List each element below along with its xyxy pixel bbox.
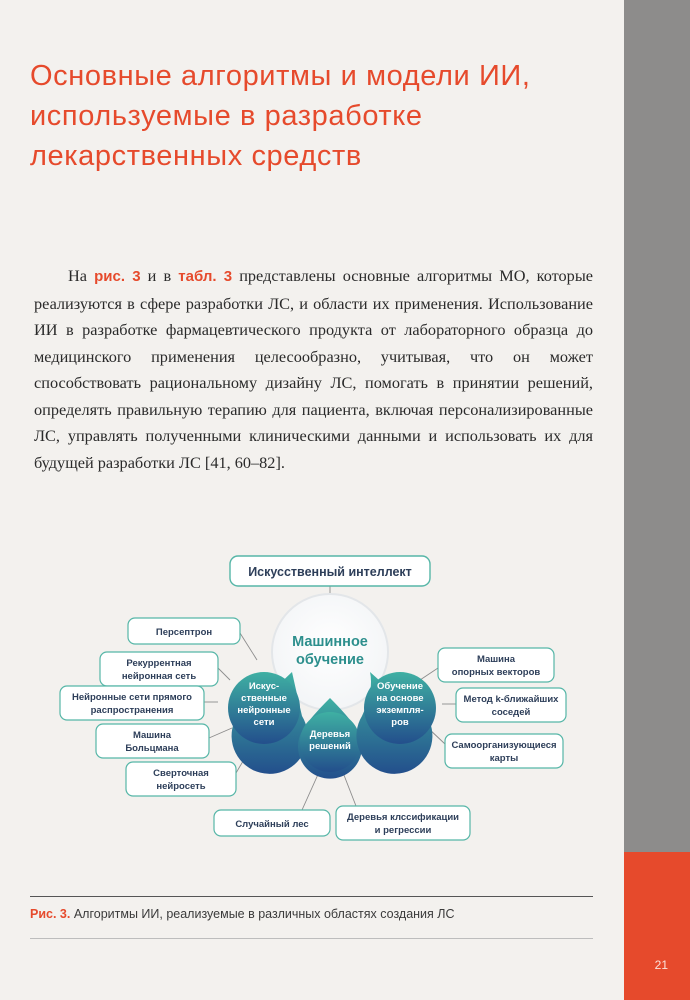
box-label: карты — [489, 753, 519, 764]
ml-circle-label: обучение — [296, 652, 364, 668]
circle-label: экземпля- — [376, 705, 424, 716]
text-run: и в — [140, 266, 179, 285]
box-label: и регрессии — [374, 825, 432, 836]
box-label: опорных векторов — [451, 667, 541, 678]
svm-box — [438, 648, 554, 682]
perceptron-box — [128, 618, 240, 644]
som-box — [445, 734, 563, 768]
circle-label: Искус- — [248, 681, 280, 692]
feedforward-box — [60, 686, 204, 720]
page-side-accent — [624, 852, 690, 1000]
decision-trees-circle — [298, 698, 362, 779]
box-label: Машина — [476, 654, 516, 665]
title-line: используемые в разработке — [30, 100, 423, 132]
body-paragraph — [34, 263, 593, 476]
box-label: нейронная сеть — [121, 671, 197, 682]
box-label: Деревья клссификации — [346, 812, 460, 823]
box-label: нейросеть — [156, 781, 206, 792]
box-label: Самоорганизующиеся — [451, 740, 557, 751]
random-forest-box — [214, 810, 330, 836]
page-side-band — [624, 0, 690, 852]
caption-rule-top — [30, 896, 593, 897]
caption-rule-bottom — [30, 938, 593, 939]
text-run: На — [68, 266, 95, 285]
box-label: Нейронные сети прямого — [72, 692, 192, 703]
circle-label: Обучение — [376, 681, 424, 692]
circle-label: на основе — [376, 693, 424, 704]
circle-label: ственные — [241, 693, 287, 704]
circle-label: сети — [253, 717, 275, 728]
figure-caption — [30, 907, 455, 921]
box-label: Сверточная — [153, 768, 209, 779]
circle-label: нейронные — [237, 705, 291, 716]
page-number: 21 — [654, 958, 668, 972]
caption-text: Алгоритмы ИИ, реализуемые в различных областях создания ЛС — [70, 907, 455, 921]
cart-box — [336, 806, 470, 840]
box-label: Больцмана — [125, 743, 179, 754]
section-title — [30, 56, 590, 176]
box-label: Рекуррентная — [126, 658, 192, 669]
box-label: соседей — [491, 707, 531, 718]
box-label: Случайный лес — [235, 819, 309, 830]
figure-reference-link[interactable]: рис. 3 — [94, 268, 141, 285]
boltzmann-box — [96, 724, 209, 758]
circle-label: решений — [309, 741, 351, 752]
ai-box-label: Искусственный интеллект — [248, 565, 412, 579]
text-run: представлены основные алгоритмы МО, которые реализуются в сфере разработки ЛС, и области их применения. Использование ИИ в разработке фармацевтического продукта от лабораторного образца до медицинского применения целесообразно, учитывая, что он может способствовать рациональному дизайну ЛС, помогать в принятии решений, определять правильную терапию для пациента, включая персонализированные ЛС, управлять полученными клиническими данными и использовать их для будущей разработки ЛС [41, 60–82]. — [34, 266, 593, 472]
ai-algorithms-diagram — [40, 548, 570, 848]
ml-circle-label: Машинное — [292, 634, 368, 650]
table-reference-link[interactable]: табл. 3 — [178, 268, 233, 285]
rnn-box — [100, 652, 218, 686]
title-line: Основные алгоритмы и модели ИИ, — [30, 60, 531, 92]
circle-label: Деревья — [309, 729, 351, 740]
knn-box — [456, 688, 566, 722]
box-label: Машина — [132, 730, 172, 741]
caption-label: Рис. 3. — [30, 907, 71, 921]
ai-box — [230, 556, 430, 586]
box-label: Метод k-ближайших — [463, 694, 559, 705]
box-label: распространения — [90, 705, 174, 716]
box-label: Персептрон — [155, 627, 213, 638]
cnn-box — [126, 762, 236, 796]
circle-label: ров — [391, 717, 409, 728]
title-line: лекарственных средств — [30, 140, 362, 172]
